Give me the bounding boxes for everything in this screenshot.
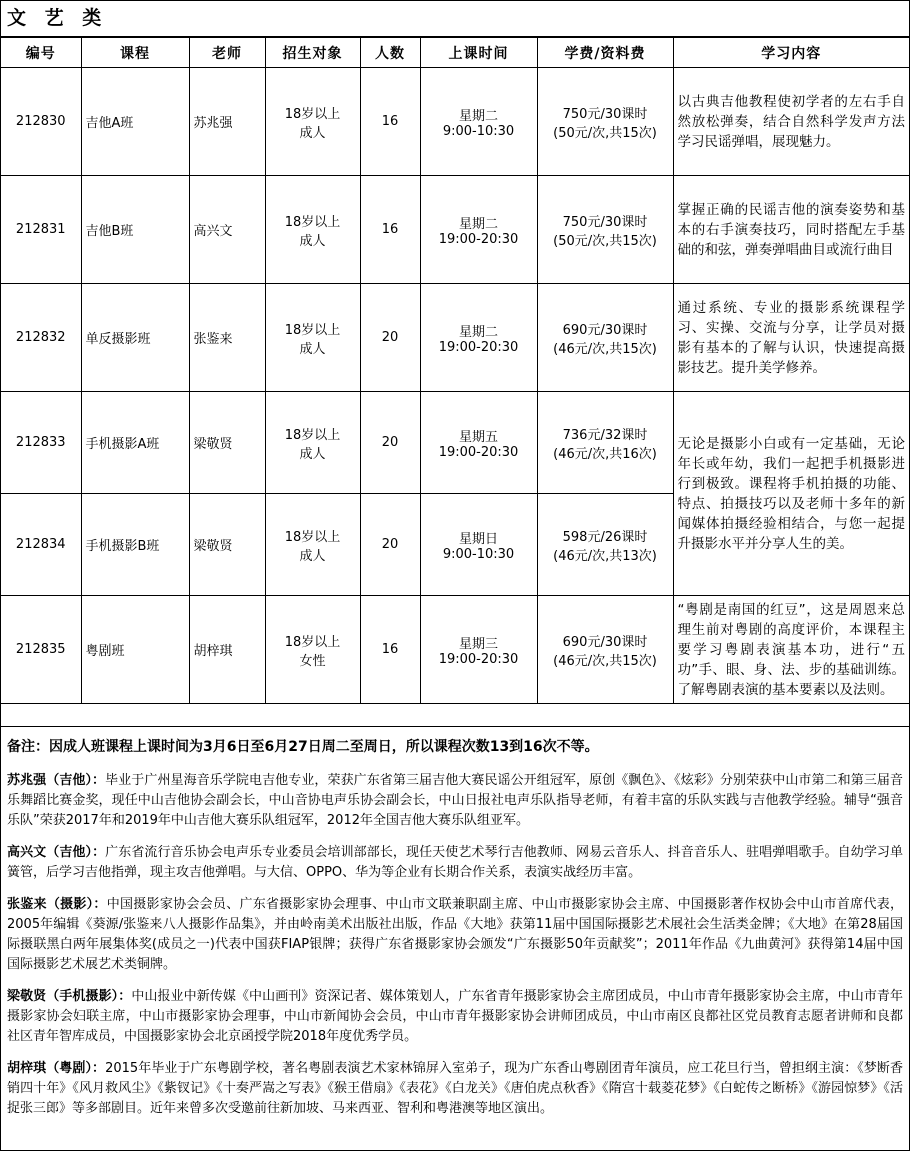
course-teacher: 苏兆强 (189, 68, 265, 176)
course-teacher: 张鉴来 (189, 284, 265, 392)
bio-name: 苏兆强（吉他）： (7, 773, 106, 788)
course-fee (537, 68, 673, 176)
course-day: 星期二 (458, 324, 498, 340)
course-hours: 19:00-20:30 (438, 339, 519, 355)
fee-per-session: (46元/次,共16次) (553, 446, 657, 462)
target-age: 18岁以上 (284, 214, 341, 230)
target-group: 成人 (299, 233, 326, 249)
course-fee (537, 494, 673, 596)
course-name: 粤剧班 (81, 596, 189, 704)
table-row (1, 284, 909, 392)
target-age: 18岁以上 (284, 322, 341, 338)
fee-total: 750元/30课时 (562, 214, 648, 230)
header-target: 招生对象 (265, 38, 360, 68)
course-hours: 9:00-10:30 (442, 123, 515, 139)
course-name: 吉他B班 (81, 176, 189, 284)
course-time (420, 494, 537, 596)
course-content: 以古典吉他教程使初学者的左右手自然放松弹奏，结合自然科学发声方法学习民谣弹唱，展现魅力。 (673, 68, 909, 176)
course-hours: 9:00-10:30 (442, 546, 515, 562)
bio-paragraph (7, 771, 903, 831)
course-name: 单反摄影班 (81, 284, 189, 392)
target-age: 18岁以上 (284, 106, 341, 122)
bio-name: 胡梓琪（粤剧）： (7, 1061, 106, 1076)
header-teacher: 老师 (189, 38, 265, 68)
spacer-cell (1, 704, 909, 727)
course-time (420, 392, 537, 494)
course-fee (537, 596, 673, 704)
course-day: 星期三 (458, 636, 498, 652)
course-teacher: 梁敬贤 (189, 494, 265, 596)
course-id: 212834 (1, 494, 81, 596)
bio-text: 2015年毕业于广东粤剧学校，著名粤剧表演艺术家林锦屏入室弟子，现为广东香山粤剧团青年演员，应工花旦行当，曾担纲主演：《梦断香销四十年》《风月救风尘》《紫钗记》《十奏严嵩之写表》《猴王借扇》《表花》《白龙关》《唐伯虎点秋香》《隋宫十载菱花梦》《白蛇传之断桥》《游园惊梦》《活捉张三郎》等多部剧目。近年来曾多次受邀前往新加坡、马来西亚、智利和粤港澳等地区演出。 (7, 1061, 903, 1116)
target-age: 18岁以上 (284, 634, 341, 650)
course-count: 20 (360, 284, 420, 392)
fee-total: 598元/26课时 (562, 529, 648, 545)
target-group: 成人 (299, 341, 326, 357)
course-target (265, 392, 360, 494)
fee-per-session: (50元/次,共15次) (553, 233, 657, 249)
target-group: 女性 (299, 653, 326, 669)
course-day: 星期五 (458, 429, 498, 445)
course-id: 212832 (1, 284, 81, 392)
target-age: 18岁以上 (284, 427, 341, 443)
course-fee (537, 392, 673, 494)
fee-total: 750元/30课时 (562, 106, 648, 122)
course-hours: 19:00-20:30 (438, 231, 519, 247)
table-row (1, 392, 909, 494)
table-row (1, 68, 909, 176)
target-group: 成人 (299, 125, 326, 141)
bio-paragraph (7, 987, 903, 1047)
course-name: 手机摄影A班 (81, 392, 189, 494)
course-count: 16 (360, 68, 420, 176)
fee-per-session: (46元/次,共15次) (553, 653, 657, 669)
bio-text: 广东省流行音乐协会电声乐专业委员会培训部部长，现任天使艺术琴行吉他教师、网易云音乐人、抖音音乐人、驻唱弹唱歌手。自幼学习单簧管，后学习吉他指弹，现主攻吉他弹唱。与大信、OPPO、华为等企业有长期合作关系，表演实战经历丰富。 (7, 845, 903, 880)
course-content: “粤剧是南国的红豆”，这是周恩来总理生前对粤剧的高度评价，本课程主要学习粤剧表演基本功，进行“五功”手、眼、身、法、步的基础训练。了解粤剧表演的基本要素以及法则。 (673, 596, 909, 704)
bio-paragraph (7, 895, 903, 975)
course-time (420, 68, 537, 176)
section-title: 文 艺 类 (1, 1, 909, 37)
table-row (1, 596, 909, 704)
course-time (420, 284, 537, 392)
course-time (420, 596, 537, 704)
course-target (265, 596, 360, 704)
course-fee (537, 284, 673, 392)
course-fee (537, 176, 673, 284)
header-fee: 学费/资料费 (537, 38, 673, 68)
course-target (265, 176, 360, 284)
header-id: 编号 (1, 38, 81, 68)
remark-text: 备注：因成人班课程上课时间为3月6日至6月27日周二至周日，所以课程次数13到16次不等。 (7, 739, 599, 755)
course-teacher: 梁敬贤 (189, 392, 265, 494)
course-name: 手机摄影B班 (81, 494, 189, 596)
course-hours: 19:00-20:30 (438, 651, 519, 667)
course-content: 无论是摄影小白或有一定基础，无论年长或年幼，我们一起把手机摄影进行到极致。课程将手机拍摄的功能、特点、拍摄技巧以及老师十多年的新闻媒体拍摄经验相结合，与您一起提升摄影水平并分享人生的美。 (673, 392, 909, 596)
course-content: 掌握正确的民谣吉他的演奏姿势和基本的右手演奏技巧，同时搭配左手基础的和弦，弹奏弹唱曲目或流行曲目 (673, 176, 909, 284)
header-time: 上课时间 (420, 38, 537, 68)
course-count: 20 (360, 392, 420, 494)
header-course: 课程 (81, 38, 189, 68)
header-content: 学习内容 (673, 38, 909, 68)
bio-name: 张鉴来（摄影）： (7, 897, 107, 912)
bio-paragraph (7, 1059, 903, 1119)
header-count: 人数 (360, 38, 420, 68)
course-day: 星期日 (458, 531, 498, 547)
course-teacher: 胡梓琪 (189, 596, 265, 704)
fee-per-session: (46元/次,共15次) (553, 341, 657, 357)
table-row (1, 176, 909, 284)
bio-paragraph (7, 843, 903, 883)
fee-per-session: (46元/次,共13次) (553, 548, 657, 564)
course-time (420, 176, 537, 284)
fee-total: 690元/30课时 (562, 634, 648, 650)
bio-text: 中国摄影家协会会员、广东省摄影家协会理事、中山市文联兼职副主席、中山市摄影家协会主席、中国摄影著作权协会中山市首席代表，2005年编辑《葵源/张鉴来八人摄影作品集》，并由岭南美术出版社出版，作品《大地》获第11届中国国际摄影艺术展社会生活类金牌；《大地》在第28届国际摄联黑白两年展集体奖(成员之一)代表中国获FIAP银牌；获得广东省摄影家协会颁发“广东摄影50年贡献奖”；2011年作品《九曲黄河》获得第14届中国国际摄影艺术展艺术类铜牌。 (7, 897, 903, 972)
course-count: 16 (360, 596, 420, 704)
course-target (265, 284, 360, 392)
bio-text: 毕业于广州星海音乐学院电吉他专业，荣获广东省第三届吉他大赛民谣公开组冠军，原创《飘色》、《炫彩》分别荣获中山市第二和第三届音乐舞蹈比赛金奖，现任中山吉他协会副会长，中山音协电声乐协会副会长，中山日报社电声乐队指导老师，有着丰富的乐队实践与吉他教学经验。辅导“强音乐队”荣获2017年和2019年中山吉他大赛乐队组冠军，2012年全国吉他大赛乐队组亚军。 (7, 773, 903, 828)
table-header-row (1, 38, 909, 68)
course-id: 212835 (1, 596, 81, 704)
course-table (1, 37, 909, 727)
course-target (265, 494, 360, 596)
course-id: 212833 (1, 392, 81, 494)
course-id: 212830 (1, 68, 81, 176)
course-count: 20 (360, 494, 420, 596)
fee-total: 736元/32课时 (562, 427, 648, 443)
course-name: 吉他A班 (81, 68, 189, 176)
bio-text: 中山报业中新传媒《中山画刊》资深记者、媒体策划人，广东省青年摄影家协会主席团成员，中山市青年摄影家协会主席，中山市青年摄影家协会妇联主席，中山市摄影家协会理事，中山市新闻协会会员，中山市青年摄影家协会讲师团成员，中山市南区良都社区党员教育志愿者讲师和良都社区青年智库成员，中国摄影家协会北京函授学院2018年度优秀学员。 (7, 989, 903, 1044)
course-content: 通过系统、专业的摄影系统课程学习、实操、交流与分享，让学员对摄影有基本的了解与认识，快速提高摄影技艺。提升美学修养。 (673, 284, 909, 392)
target-group: 成人 (299, 446, 326, 462)
course-teacher: 高兴文 (189, 176, 265, 284)
bio-name: 高兴文（吉他）： (7, 845, 106, 860)
course-day: 星期二 (458, 216, 498, 232)
bio-name: 梁敬贤（手机摄影）： (7, 989, 132, 1004)
course-count: 16 (360, 176, 420, 284)
notes-section (1, 727, 909, 1119)
course-hours: 19:00-20:30 (438, 444, 519, 460)
spacer-row (1, 704, 909, 727)
fee-total: 690元/30课时 (562, 322, 648, 338)
course-target (265, 68, 360, 176)
course-day: 星期二 (458, 108, 498, 124)
course-id: 212831 (1, 176, 81, 284)
fee-per-session: (50元/次,共15次) (553, 125, 657, 141)
target-age: 18岁以上 (284, 529, 341, 545)
target-group: 成人 (299, 548, 326, 564)
